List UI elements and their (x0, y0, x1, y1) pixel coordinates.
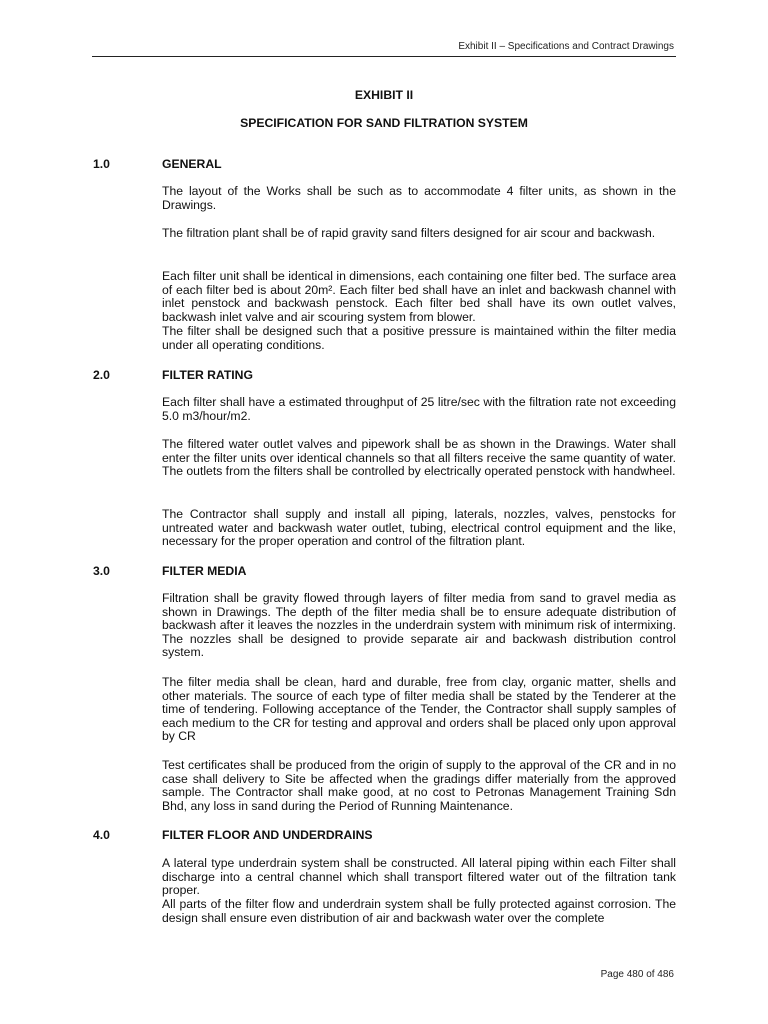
header-rule (92, 56, 676, 57)
section-heading: FILTER RATING (162, 368, 253, 382)
section-number: 1.0 (93, 157, 110, 171)
document-title: EXHIBIT II (354, 88, 414, 102)
document-subtitle: SPECIFICATION FOR SAND FILTRATION SYSTEM (240, 116, 528, 130)
section-number: 3.0 (93, 564, 110, 578)
paragraph: The layout of the Works shall be such as to accommodate 4 filter units, as shown in the Drawings. (162, 184, 676, 212)
section-heading: FILTER FLOOR AND UNDERDRAINS (162, 828, 373, 842)
page-number: Page 480 of 486 (600, 969, 674, 980)
paragraph: Test certificates shall be produced from the origin of supply to the approval of the CR and in no case shall delivery to Site be affected when the gradings differ materially from the approved sample. The Contractor shall make good, at no cost to Petronas Management Training Sdn Bhd, any loss in sand during the Period of Running Maintenance. (162, 758, 676, 813)
section-heading: FILTER MEDIA (162, 564, 247, 578)
paragraph: The filter media shall be clean, hard and durable, free from clay, organic matter, shells and other materials. The source of each type of filter media shall be stated by the Tenderer at the time of tendering. Following acceptance of the Tender, the Contractor shall supply samples of each medium to the CR for testing and approval and orders shall be placed only upon approval by CR (162, 675, 676, 744)
paragraph: A lateral type underdrain system shall be constructed. All lateral piping within each Filter shall discharge into a central channel which shall transport filtered water out of the filtration tank proper. (162, 856, 676, 898)
section-number: 4.0 (93, 828, 110, 842)
paragraph: Filtration shall be gravity flowed through layers of filter media from sand to gravel media as shown in Drawings. The depth of the filter media shall be to ensure adequate distribution of backwash after it leaves the nozzles in the underdrain system with minimum risk of intermixing. The nozzles shall be designed to provide separate air and backwash distribution control system. (162, 591, 676, 660)
paragraph: Each filter unit shall be identical in dimensions, each containing one filter bed. The surface area of each filter bed is about 20m². Each filter bed shall have an inlet and backwash channel with inlet penstock and backwash penstock. Each filter bed shall have its own outlet valves, backwash inlet valve and air scouring system from blower. (162, 269, 676, 324)
section-heading: GENERAL (162, 157, 222, 171)
paragraph: The Contractor shall supply and install all piping, laterals, nozzles, valves, penstocks for untreated water and backwash water outlet, tubing, electrical control equipment and the like, necessary for the proper operation and control of the filtration plant. (162, 507, 676, 549)
running-header: Exhibit II – Specifications and Contract Drawings (458, 41, 674, 52)
paragraph: The filtration plant shall be of rapid gravity sand filters designed for air scour and backwash. (162, 226, 656, 240)
section-number: 2.0 (93, 368, 110, 382)
paragraph: The filter shall be designed such that a positive pressure is maintained within the filter media under all operating conditions. (162, 324, 676, 352)
paragraph: Each filter shall have a estimated throughput of 25 litre/sec with the filtration rate not exceeding 5.0 m3/hour/m2. (162, 395, 676, 423)
paragraph: The filtered water outlet valves and pipework shall be as shown in the Drawings. Water shall enter the filter units over identical channels so that all filters receive the same quantity of water. The outlets from the filters shall be controlled by electrically operated penstock with handwheel. (162, 437, 676, 479)
paragraph: All parts of the filter flow and underdrain system shall be fully protected against corrosion. The design shall ensure even distribution of air and backwash water over the complete (162, 897, 676, 925)
